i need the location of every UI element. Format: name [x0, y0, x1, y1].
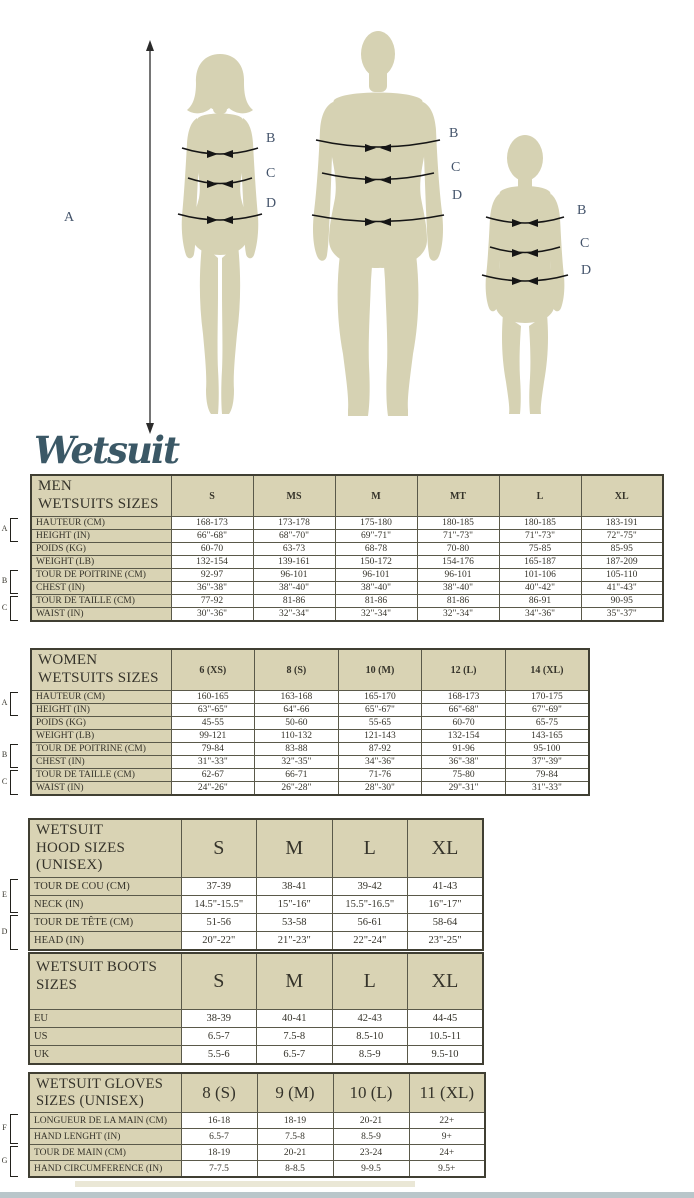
- child-chest-label-b: B: [577, 203, 587, 218]
- size-cell: 37-39: [181, 878, 257, 896]
- size-cell: 60-70: [422, 717, 506, 730]
- size-cell: 9+: [409, 1129, 485, 1145]
- woman-chest-label-b: B: [266, 131, 276, 146]
- size-column-header: 6 (XS): [171, 649, 255, 691]
- size-cell: 8.5-9: [333, 1129, 409, 1145]
- table-row: [29, 1010, 483, 1028]
- man-silhouette: [300, 26, 459, 420]
- boots-sizes-section: [0, 952, 694, 1065]
- size-cell: 28"-30": [338, 782, 422, 796]
- footer-tan-strip: [75, 1181, 415, 1187]
- table-title-line: WETSUIT GLOVES: [36, 1076, 163, 1092]
- size-cell: 8.5-10: [332, 1028, 408, 1046]
- size-cell: 38"-40": [335, 582, 417, 595]
- arrow-up-icon: [146, 40, 154, 51]
- size-cell: 10.5-11: [408, 1028, 484, 1046]
- size-cell: 170-175: [505, 691, 589, 704]
- row-label: TOUR DE MAIN (CM): [29, 1145, 181, 1161]
- size-cell: 8.5-9: [332, 1046, 408, 1065]
- size-cell: 165-187: [499, 556, 581, 569]
- table-row: [31, 717, 589, 730]
- size-cell: 58-64: [408, 914, 484, 932]
- size-cell: 180-185: [499, 517, 581, 530]
- bracket-letter: B: [1, 750, 8, 759]
- size-cell: 71"-73": [417, 530, 499, 543]
- size-column-header: 8 (S): [181, 1073, 257, 1113]
- size-cell: 38"-40": [253, 582, 335, 595]
- women-size-table: [30, 648, 590, 796]
- size-cell: 67"-69": [505, 704, 589, 717]
- size-cell: 101-106: [499, 569, 581, 582]
- row-label: HEIGHT (IN): [31, 530, 171, 543]
- size-column-header: 8 (S): [255, 649, 339, 691]
- child-waist-label-c: C: [580, 236, 590, 251]
- size-cell: 41"-43": [581, 582, 663, 595]
- size-cell: 6.5-7: [181, 1129, 257, 1145]
- size-cell: 81-86: [253, 595, 335, 608]
- row-label: HEAD (IN): [29, 932, 181, 951]
- size-cell: 6.5-7: [181, 1028, 257, 1046]
- table-title-line: (UNISEX): [36, 857, 103, 874]
- size-cell: 14.5"-15.5": [181, 896, 257, 914]
- size-cell: 18-19: [181, 1145, 257, 1161]
- size-cell: 40"-42": [499, 582, 581, 595]
- size-cell: 5.5-6: [181, 1046, 257, 1065]
- group-bracket-f: [10, 1114, 18, 1144]
- row-label: US: [29, 1028, 181, 1046]
- size-cell: 121-143: [338, 730, 422, 743]
- size-cell: 66"-68": [422, 704, 506, 717]
- size-cell: 36"-38": [422, 756, 506, 769]
- row-label: HAUTEUR (CM): [31, 517, 171, 530]
- size-cell: 143-165: [505, 730, 589, 743]
- size-cell: 99-121: [171, 730, 255, 743]
- size-column-header: S: [171, 475, 253, 517]
- row-label: EU: [29, 1010, 181, 1028]
- size-cell: 91-96: [422, 743, 506, 756]
- size-cell: 90-95: [581, 595, 663, 608]
- table-row: [29, 1046, 483, 1065]
- size-cell: 79-84: [505, 769, 589, 782]
- size-cell: 63-73: [253, 543, 335, 556]
- size-cell: 26"-28": [255, 782, 339, 796]
- gloves-size-table: [28, 1072, 486, 1178]
- size-cell: 96-101: [417, 569, 499, 582]
- size-cell: 64"-66: [255, 704, 339, 717]
- size-column-header: M: [335, 475, 417, 517]
- size-column-header: M: [257, 819, 333, 878]
- size-cell: 7.5-8: [257, 1028, 333, 1046]
- table-row: [31, 569, 663, 582]
- size-cell: 51-56: [181, 914, 257, 932]
- size-column-header: L: [332, 819, 408, 878]
- row-label: POIDS (KG): [31, 543, 171, 556]
- measurement-diagram: [0, 0, 694, 445]
- size-cell: 62-67: [171, 769, 255, 782]
- bracket-letter: E: [2, 890, 7, 899]
- table-title-line: SIZES: [36, 976, 78, 993]
- table-title-line: WETSUIT BOOTS: [36, 959, 158, 975]
- size-cell: 9-9.5: [333, 1161, 409, 1178]
- row-label: LONGUEUR DE LA MAIN (CM): [29, 1113, 181, 1129]
- size-cell: 41-43: [408, 878, 484, 896]
- size-cell: 65"-67": [338, 704, 422, 717]
- size-cell: 60-70: [171, 543, 253, 556]
- size-column-header: L: [499, 475, 581, 517]
- table-row: [31, 691, 589, 704]
- table-row: [29, 1129, 485, 1145]
- gloves-table-title: [29, 1073, 181, 1113]
- table-title-line: MEN: [38, 478, 72, 495]
- gloves-sizes-section: [0, 1072, 694, 1178]
- size-cell: 81-86: [417, 595, 499, 608]
- group-bracket-a: [10, 518, 18, 542]
- table-row: [31, 782, 589, 796]
- size-cell: 21"-23": [257, 932, 333, 951]
- group-bracket-d: [10, 915, 18, 950]
- row-label: UK: [29, 1046, 181, 1065]
- size-cell: 29"-31": [422, 782, 506, 796]
- size-cell: 34"-36": [338, 756, 422, 769]
- size-column-header: XL: [408, 819, 484, 878]
- size-cell: 38"-40": [417, 582, 499, 595]
- height-measure-label-a: A: [64, 210, 75, 225]
- size-cell: 175-180: [335, 517, 417, 530]
- size-cell: 68"-70": [253, 530, 335, 543]
- size-cell: 71"-73": [499, 530, 581, 543]
- bracket-letter: A: [1, 698, 8, 707]
- table-row: [31, 756, 589, 769]
- size-cell: 56-61: [332, 914, 408, 932]
- size-cell: 20-21: [257, 1145, 333, 1161]
- women-sizes-section: [0, 648, 694, 796]
- child-body: [486, 135, 565, 414]
- size-cell: 92-97: [171, 569, 253, 582]
- size-cell: 81-86: [335, 595, 417, 608]
- table-title-line: HOOD SIZES: [36, 839, 126, 856]
- size-cell: 68-78: [335, 543, 417, 556]
- size-column-header: 11 (XL): [409, 1073, 485, 1113]
- row-label: HAUTEUR (CM): [31, 691, 171, 704]
- bracket-letter: G: [1, 1155, 8, 1165]
- group-bracket-c: [10, 596, 18, 621]
- size-cell: 36"-38": [171, 582, 253, 595]
- row-label: HAND LENGHT (IN): [29, 1129, 181, 1145]
- size-cell: 168-173: [422, 691, 506, 704]
- table-title-line: WETSUIT: [36, 822, 104, 838]
- size-cell: 75-80: [422, 769, 506, 782]
- bracket-letter: C: [1, 602, 8, 612]
- size-column-header: 14 (XL): [505, 649, 589, 691]
- table-row: [31, 595, 663, 608]
- table-row: [31, 769, 589, 782]
- size-cell: 160-165: [171, 691, 255, 704]
- group-bracket-e: [10, 879, 18, 913]
- size-column-header: XL: [581, 475, 663, 517]
- table-row: [29, 914, 483, 932]
- size-cell: 110-132: [255, 730, 339, 743]
- row-label: HAND CIRCUMFERENCE (IN): [29, 1161, 181, 1178]
- bracket-letter: F: [2, 1123, 7, 1132]
- size-cell: 95-100: [505, 743, 589, 756]
- hood-table-title: [29, 819, 181, 878]
- table-title-line: WETSUITS SIZES: [38, 496, 159, 512]
- size-cell: 55-65: [338, 717, 422, 730]
- size-cell: 45-55: [171, 717, 255, 730]
- boots-table-title: [29, 953, 181, 1010]
- group-bracket-b: [10, 570, 18, 594]
- size-cell: 32"-35": [255, 756, 339, 769]
- size-cell: 39-42: [332, 878, 408, 896]
- row-label: WEIGHT (LB): [31, 730, 171, 743]
- size-column-header: M: [257, 953, 333, 1010]
- size-cell: 32"-34": [253, 608, 335, 622]
- size-cell: 70-80: [417, 543, 499, 556]
- group-bracket-b: [10, 744, 18, 768]
- table-row: [31, 556, 663, 569]
- man-body: [313, 31, 443, 416]
- row-label: POIDS (KG): [31, 717, 171, 730]
- woman-silhouette: [168, 48, 272, 416]
- size-cell: 23-24: [333, 1145, 409, 1161]
- size-cell: 18-19: [257, 1113, 333, 1129]
- size-column-header: 10 (L): [333, 1073, 409, 1113]
- size-cell: 63"-65": [171, 704, 255, 717]
- size-cell: 20"-22": [181, 932, 257, 951]
- size-column-header: 9 (M): [257, 1073, 333, 1113]
- size-cell: 150-172: [335, 556, 417, 569]
- size-cell: 6.5-7: [257, 1046, 333, 1065]
- man-waist-label-c: C: [451, 160, 461, 175]
- size-cell: 87-92: [338, 743, 422, 756]
- size-cell: 38-39: [181, 1010, 257, 1028]
- size-column-header: 12 (L): [422, 649, 506, 691]
- size-cell: 71-76: [338, 769, 422, 782]
- row-label: WAIST (IN): [31, 608, 171, 622]
- size-cell: 180-185: [417, 517, 499, 530]
- size-cell: 85-95: [581, 543, 663, 556]
- size-cell: 31"-33": [171, 756, 255, 769]
- size-cell: 40-41: [257, 1010, 333, 1028]
- group-bracket-a: [10, 692, 18, 716]
- table-row: [31, 608, 663, 622]
- size-column-header: S: [181, 819, 257, 878]
- size-cell: 24+: [409, 1145, 485, 1161]
- size-column-header: MT: [417, 475, 499, 517]
- size-cell: 66"-68": [171, 530, 253, 543]
- table-row: [31, 530, 663, 543]
- bracket-letter: D: [1, 926, 8, 936]
- size-cell: 77-92: [171, 595, 253, 608]
- size-cell: 86-91: [499, 595, 581, 608]
- size-cell: 42-43: [332, 1010, 408, 1028]
- table-row: [29, 896, 483, 914]
- women-table-title: [31, 649, 171, 691]
- size-column-header: L: [332, 953, 408, 1010]
- size-cell: 72"-75": [581, 530, 663, 543]
- size-cell: 20-21: [333, 1113, 409, 1129]
- bracket-letter: C: [1, 776, 8, 786]
- size-cell: 183-191: [581, 517, 663, 530]
- size-cell: 32"-34": [335, 608, 417, 622]
- table-row: [31, 743, 589, 756]
- size-cell: 22"-24": [332, 932, 408, 951]
- size-cell: 96-101: [253, 569, 335, 582]
- size-cell: 154-176: [417, 556, 499, 569]
- table-row: [29, 1145, 485, 1161]
- size-cell: 66-71: [255, 769, 339, 782]
- row-label: NECK (IN): [29, 896, 181, 914]
- table-row: [29, 1028, 483, 1046]
- row-label: TOUR DE COU (CM): [29, 878, 181, 896]
- table-title-line: WETSUITS SIZES: [38, 670, 159, 686]
- size-column-header: S: [181, 953, 257, 1010]
- size-cell: 139-161: [253, 556, 335, 569]
- size-cell: 79-84: [171, 743, 255, 756]
- size-cell: 30"-36": [171, 608, 253, 622]
- size-cell: 187-209: [581, 556, 663, 569]
- bracket-letter: A: [1, 524, 8, 533]
- size-cell: 31"-33": [505, 782, 589, 796]
- row-label: TOUR DE TAILLE (CM): [31, 595, 171, 608]
- woman-hip-label-d: D: [266, 196, 277, 211]
- size-cell: 75-85: [499, 543, 581, 556]
- size-cell: 173-178: [253, 517, 335, 530]
- size-cell: 132-154: [422, 730, 506, 743]
- size-cell: 163-168: [255, 691, 339, 704]
- row-label: TOUR DE POITRINE (CM): [31, 743, 171, 756]
- bracket-letter: B: [1, 576, 8, 585]
- table-row: [31, 730, 589, 743]
- size-cell: 22+: [409, 1113, 485, 1129]
- men-table-title: [31, 475, 171, 517]
- table-row: [29, 932, 483, 951]
- child-hip-label-d: D: [581, 263, 592, 278]
- size-cell: 7.5-8: [257, 1129, 333, 1145]
- size-cell: 15.5"-16.5": [332, 896, 408, 914]
- row-label: WAIST (IN): [31, 782, 171, 796]
- man-hip-label-d: D: [452, 188, 463, 203]
- group-bracket-c: [10, 770, 18, 795]
- size-cell: 16"-17": [408, 896, 484, 914]
- row-label: CHEST (IN): [31, 756, 171, 769]
- men-size-table: [30, 474, 664, 622]
- size-cell: 132-154: [171, 556, 253, 569]
- size-cell: 38-41: [257, 878, 333, 896]
- row-label: TOUR DE POITRINE (CM): [31, 569, 171, 582]
- size-cell: 34"-36": [499, 608, 581, 622]
- men-sizes-section: [0, 474, 694, 622]
- size-cell: 37"-39": [505, 756, 589, 769]
- size-cell: 8-8.5: [257, 1161, 333, 1178]
- row-label: CHEST (IN): [31, 582, 171, 595]
- table-row: [29, 1113, 485, 1129]
- table-row: [31, 543, 663, 556]
- size-cell: 9.5-10: [408, 1046, 484, 1065]
- size-cell: 24"-26": [171, 782, 255, 796]
- row-label: WEIGHT (LB): [31, 556, 171, 569]
- size-cell: 65-75: [505, 717, 589, 730]
- size-cell: 7-7.5: [181, 1161, 257, 1178]
- size-column-header: MS: [253, 475, 335, 517]
- row-label: TOUR DE TAILLE (CM): [31, 769, 171, 782]
- size-cell: 16-18: [181, 1113, 257, 1129]
- man-chest-label-b: B: [449, 126, 459, 141]
- group-bracket-g: [10, 1146, 18, 1177]
- wetsuit-logo: Wetsuit: [34, 428, 179, 472]
- table-row: [29, 1161, 485, 1178]
- woman-waist-label-c: C: [266, 166, 276, 181]
- boots-size-table: [28, 952, 484, 1065]
- row-label: TOUR DE TÊTE (CM): [29, 914, 181, 932]
- footer-teal-rule: [0, 1192, 694, 1198]
- size-cell: 50-60: [255, 717, 339, 730]
- size-cell: 96-101: [335, 569, 417, 582]
- hood-size-table: [28, 818, 484, 951]
- table-row: [29, 878, 483, 896]
- table-row: [31, 704, 589, 717]
- size-cell: 15"-16": [257, 896, 333, 914]
- size-cell: 105-110: [581, 569, 663, 582]
- size-cell: 9.5+: [409, 1161, 485, 1178]
- size-cell: 168-173: [171, 517, 253, 530]
- woman-body: [182, 54, 259, 414]
- table-title-line: WOMEN: [38, 652, 98, 669]
- size-cell: 53-58: [257, 914, 333, 932]
- row-label: HEIGHT (IN): [31, 704, 171, 717]
- height-arrow: [144, 40, 156, 434]
- child-silhouette: [474, 130, 576, 418]
- size-cell: 165-170: [338, 691, 422, 704]
- table-title-line: SIZES (UNISEX): [36, 1093, 144, 1110]
- size-column-header: 10 (M): [338, 649, 422, 691]
- hood-sizes-section: [0, 818, 694, 951]
- table-row: [31, 517, 663, 530]
- size-cell: 35"-37": [581, 608, 663, 622]
- size-cell: 23"-25": [408, 932, 484, 951]
- size-cell: 44-45: [408, 1010, 484, 1028]
- size-cell: 83-88: [255, 743, 339, 756]
- size-cell: 69"-71": [335, 530, 417, 543]
- table-row: [31, 582, 663, 595]
- size-cell: 32"-34": [417, 608, 499, 622]
- size-column-header: XL: [408, 953, 484, 1010]
